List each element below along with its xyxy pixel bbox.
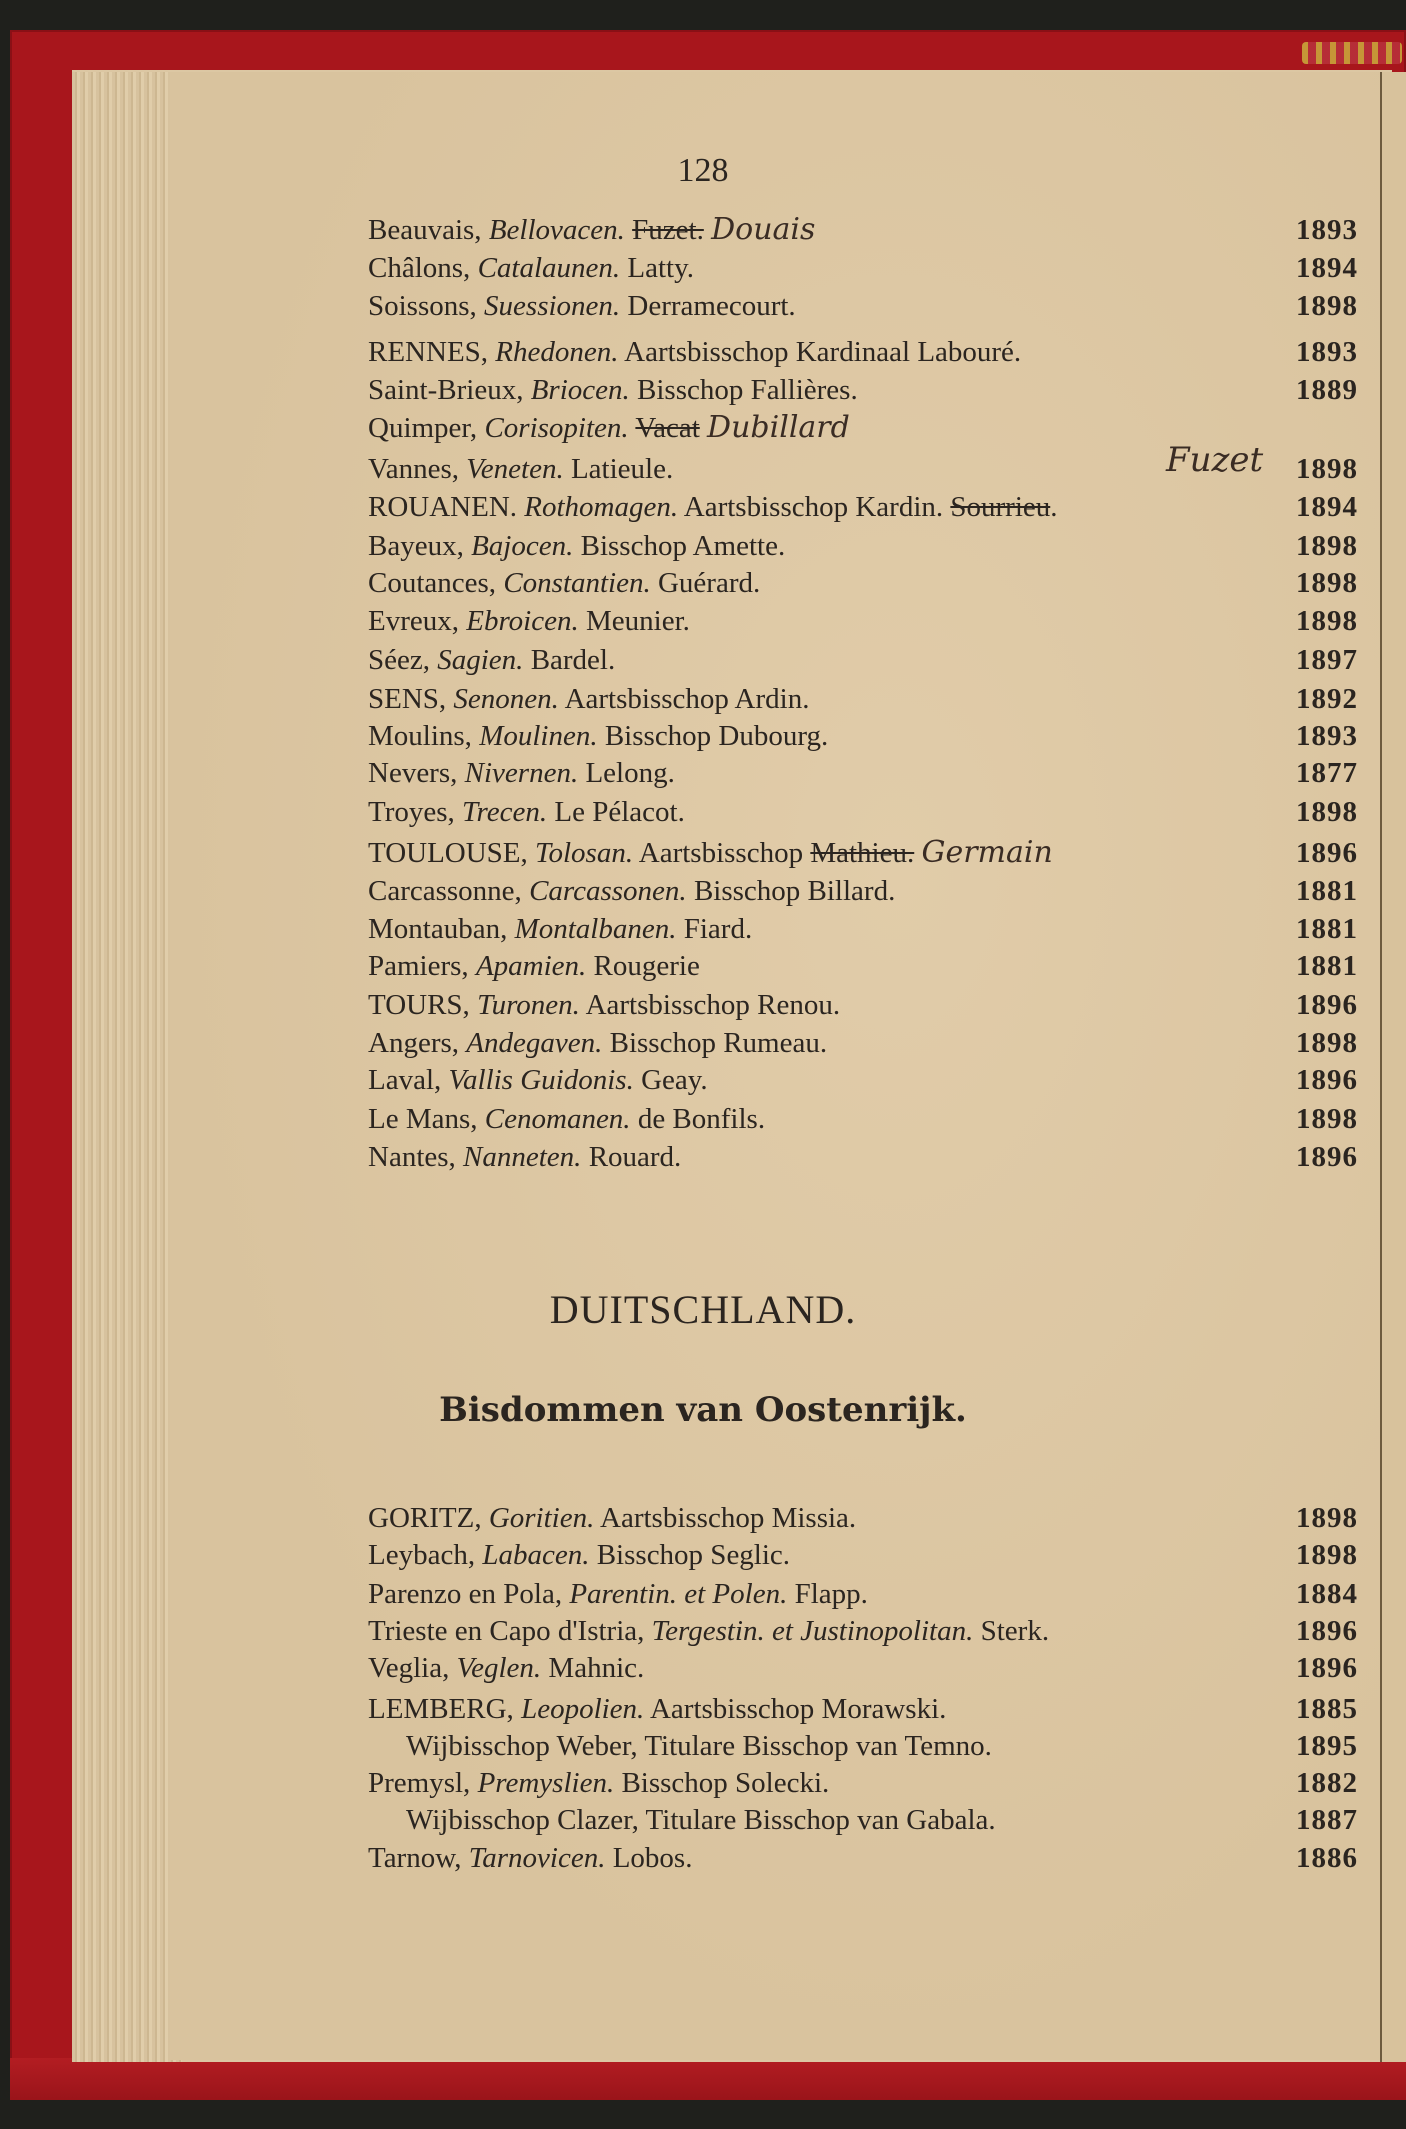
entry-year: 1895	[1296, 1730, 1358, 1762]
entry-text	[368, 1576, 868, 1612]
subsection-title: Bisdommen van Oostenrijk.	[439, 1390, 967, 1430]
diocese-name: Trieste en Capo d'Istria,	[368, 1615, 645, 1647]
latin-name: Ebroicen.	[466, 605, 579, 637]
entry-year: 1886	[1296, 1842, 1358, 1874]
bishop-name: Lelong.	[585, 757, 675, 789]
suffix: .	[1050, 491, 1058, 523]
latin-name: Tolosan.	[535, 837, 634, 869]
entry-year: 1877	[1296, 757, 1358, 789]
entry-year: 1892	[1296, 683, 1358, 715]
diocese-entry	[368, 948, 1358, 984]
bishop-name: Rouard.	[588, 1141, 682, 1173]
bishop-name: Aartsbisschop Morawski.	[649, 1693, 947, 1725]
diocese-entry	[368, 603, 1358, 639]
latin-name: Premyslien.	[477, 1767, 615, 1799]
diocese-entry	[368, 489, 1358, 525]
entry-text	[368, 1650, 644, 1686]
bishop-name: Latty.	[627, 252, 694, 284]
diocese-name: RENNES,	[368, 336, 489, 368]
diocese-entry	[368, 288, 1358, 324]
diocese-entry	[368, 565, 1358, 601]
entry-year: 1898	[1296, 530, 1358, 562]
entry-text	[368, 528, 785, 564]
diocese-name: Quimper,	[368, 412, 478, 444]
bishop-name: Geay.	[641, 1064, 708, 1096]
entry-text	[368, 987, 840, 1023]
latin-name: Leopolien.	[521, 1693, 645, 1725]
latin-name: Andegaven.	[466, 1027, 603, 1059]
bishop-name: Mahnic.	[548, 1652, 645, 1684]
entry-text	[368, 794, 685, 830]
diocese-entry	[368, 334, 1358, 370]
entry-text	[368, 948, 700, 984]
entry-text	[368, 642, 615, 678]
bishop-name: Fiard.	[683, 913, 753, 945]
latin-name: Cenomanen.	[484, 1103, 631, 1135]
margin-handwritten-note: Fuzet	[1166, 440, 1264, 480]
latin-name: Montalbanen.	[514, 913, 677, 945]
entry-text	[368, 451, 673, 487]
diocese-name: Montauban,	[368, 913, 508, 945]
diocese-name: GORITZ,	[368, 1502, 482, 1534]
entry-year: 1898	[1296, 796, 1358, 828]
entry-year: 1898	[1296, 1539, 1358, 1571]
entry-year: 1898	[1296, 605, 1358, 637]
diocese-name: Le Mans,	[368, 1103, 478, 1135]
entry-year: 1889	[1296, 374, 1358, 406]
entry-text	[368, 911, 752, 947]
entry-text	[368, 1139, 681, 1175]
entry-text	[368, 1101, 765, 1137]
entry-text	[368, 1025, 827, 1061]
latin-name: Tarnovicen.	[468, 1842, 606, 1874]
entry-text	[368, 565, 760, 601]
diocese-entry	[368, 212, 1358, 248]
diocese-entry	[368, 873, 1358, 909]
diocese-name: Coutances,	[368, 567, 497, 599]
diocese-name: Wijbisschop Clazer, Titulare Bisschop van Gabala.	[406, 1804, 996, 1836]
latin-name: Bajocen.	[471, 530, 574, 562]
latin-name: Senonen.	[453, 683, 559, 715]
entry-year: 1882	[1296, 1767, 1358, 1799]
bishop-name: Latieule.	[570, 453, 674, 485]
handwritten-correction: Douais	[711, 212, 816, 247]
diocese-name: Nevers,	[368, 757, 458, 789]
bishop-name: Meunier.	[585, 605, 690, 637]
diocese-name: Veglia,	[368, 1652, 450, 1684]
latin-name: Carcassonen.	[529, 875, 687, 907]
entry-text	[368, 489, 1058, 525]
diocese-entry	[368, 794, 1358, 830]
entry-text	[368, 1765, 829, 1801]
diocese-name: Angers,	[368, 1027, 460, 1059]
diocese-entry	[368, 528, 1358, 564]
entry-text	[368, 334, 1021, 370]
bishop-name: Aartsbisschop Missia.	[600, 1502, 857, 1534]
latin-name: Veneten.	[466, 453, 564, 485]
diocese-name: Tarnow,	[368, 1842, 462, 1874]
entry-year: 1894	[1296, 491, 1358, 523]
diocese-entry	[368, 681, 1358, 717]
diocese-name: ROUANEN.	[368, 491, 518, 523]
entry-year: 1898	[1296, 290, 1358, 322]
entry-year: 1881	[1296, 950, 1358, 982]
entry-text	[368, 372, 858, 408]
bishop-name: Aartsbisschop Kardin.	[683, 491, 944, 523]
latin-name: Suessionen.	[484, 290, 621, 322]
diocese-name: Moulins,	[368, 720, 472, 752]
diocese-entry	[368, 1101, 1358, 1137]
latin-name: Rothomagen.	[524, 491, 679, 523]
entry-text	[368, 1613, 1049, 1649]
diocese-entry	[406, 1728, 1358, 1764]
page-number: 128	[677, 152, 729, 189]
latin-name: Nivernen.	[464, 757, 579, 789]
entry-year: 1887	[1296, 1804, 1358, 1836]
diocese-entry	[368, 1062, 1358, 1098]
handwritten-correction: Germain	[921, 835, 1053, 870]
entry-text	[406, 1728, 992, 1764]
entry-text	[368, 1840, 692, 1876]
diocese-name: Carcassonne,	[368, 875, 522, 907]
diocese-name: Vannes,	[368, 453, 460, 485]
diocese-entry	[368, 1025, 1358, 1061]
entry-year: 1893	[1296, 336, 1358, 368]
diocese-entry	[368, 1613, 1358, 1649]
entry-text	[368, 873, 895, 909]
entry-year: 1893	[1296, 720, 1358, 752]
section-title: DUITSCHLAND.	[549, 1287, 857, 1332]
latin-name: Veglen.	[456, 1652, 542, 1684]
diocese-name: SENS,	[368, 683, 447, 715]
diocese-entry	[368, 1537, 1358, 1573]
diocese-entry	[368, 1139, 1358, 1175]
latin-name: Vallis Guidonis.	[448, 1064, 634, 1096]
diocese-entry	[368, 755, 1358, 791]
bishop-name: Guérard.	[657, 567, 761, 599]
entry-text	[368, 212, 815, 248]
latin-name: Tergestin. et Justinopolitan.	[651, 1615, 974, 1647]
entry-year: 1898	[1296, 567, 1358, 599]
entry-year: 1881	[1296, 875, 1358, 907]
diocese-name: TOULOUSE,	[368, 837, 528, 869]
entry-year: 1881	[1296, 913, 1358, 945]
diocese-name: Premysl,	[368, 1767, 471, 1799]
bishop-name: Bisschop Amette.	[580, 530, 786, 562]
entry-year: 1898	[1296, 1103, 1358, 1135]
diocese-entry	[368, 1500, 1358, 1536]
bishop-name: Sterk.	[980, 1615, 1050, 1647]
diocese-name: Leybach,	[368, 1539, 476, 1571]
entry-text	[406, 1802, 996, 1838]
bishop-name: de Bonfils.	[637, 1103, 766, 1135]
bishop-name: Aartsbisschop Renou.	[585, 989, 841, 1021]
entry-year: 1897	[1296, 644, 1358, 676]
diocese-entry	[368, 250, 1358, 286]
entry-year: 1896	[1296, 1064, 1358, 1096]
diocese-name: Parenzo en Pola,	[368, 1578, 563, 1610]
diocese-name: Beauvais,	[368, 214, 482, 246]
entry-year: 1896	[1296, 1652, 1358, 1684]
latin-name: Parentin. et Polen.	[569, 1578, 788, 1610]
latin-name: Sagien.	[437, 644, 524, 676]
diocese-name: Troyes,	[368, 796, 455, 828]
entry-text	[368, 681, 809, 717]
bishop-name: Derramecourt.	[627, 290, 796, 322]
entry-text	[368, 1691, 946, 1727]
entry-text	[368, 718, 828, 754]
diocese-entry	[368, 987, 1358, 1023]
diocese-entry	[368, 642, 1358, 678]
entry-year: 1898	[1296, 1502, 1358, 1534]
diocese-entry	[368, 835, 1358, 871]
struck-name: Sourrieu	[950, 491, 1051, 523]
entry-year: 1885	[1296, 1693, 1358, 1725]
bishop-name: Rougerie	[593, 950, 700, 982]
diocese-name: Laval,	[368, 1064, 442, 1096]
bishop-name: Bisschop Dubourg.	[604, 720, 829, 752]
diocese-name: Wijbisschop Weber, Titulare Bisschop van Temno.	[406, 1730, 992, 1762]
latin-name: Trecen.	[462, 796, 548, 828]
entry-text	[368, 835, 1053, 871]
diocese-name: Soissons,	[368, 290, 477, 322]
bishop-name: Bisschop Solecki.	[621, 1767, 830, 1799]
diocese-name: Saint-Brieux,	[368, 374, 524, 406]
latin-name: Moulinen.	[479, 720, 598, 752]
bishop-name: Aartsbisschop Ardin.	[564, 683, 810, 715]
bishop-name: Aartsbisschop	[638, 837, 804, 869]
struck-name: Fuzet.	[632, 214, 704, 246]
diocese-entry	[368, 718, 1358, 754]
diocese-entry	[368, 1576, 1358, 1612]
entry-year: 1896	[1296, 989, 1358, 1021]
bishop-name: Bisschop Rumeau.	[609, 1027, 828, 1059]
latin-name: Turonen.	[477, 989, 580, 1021]
latin-name: Nanneten.	[463, 1141, 582, 1173]
entry-text	[368, 1537, 790, 1573]
entry-year: 1894	[1296, 252, 1358, 284]
entry-text	[368, 755, 675, 791]
diocese-name: Séez,	[368, 644, 430, 676]
latin-name: Corisopiten.	[484, 412, 629, 444]
entry-text	[368, 250, 694, 286]
latin-name: Rhedonen.	[495, 336, 619, 368]
diocese-entry	[368, 372, 1358, 408]
bishop-name: Bisschop Seglic.	[596, 1539, 791, 1571]
diocese-entry	[368, 1691, 1358, 1727]
latin-name: Apamien.	[475, 950, 587, 982]
entry-text	[368, 1062, 708, 1098]
entry-year: 1896	[1296, 837, 1358, 869]
diocese-name: Evreux,	[368, 605, 459, 637]
diocese-name: Pamiers,	[368, 950, 469, 982]
diocese-name: LEMBERG,	[368, 1693, 514, 1725]
bishop-name: Bisschop Fallières.	[637, 374, 858, 406]
latin-name: Catalaunen.	[477, 252, 621, 284]
struck-name: Mathieu.	[810, 837, 915, 869]
diocese-name: Châlons,	[368, 252, 471, 284]
diocese-entry	[368, 911, 1358, 947]
diocese-entry	[368, 1650, 1358, 1686]
struck-name: Vacat	[635, 412, 700, 444]
entry-year: 1884	[1296, 1578, 1358, 1610]
latin-name: Goritien.	[488, 1502, 595, 1534]
latin-name: Briocen.	[530, 374, 630, 406]
entry-text	[368, 1500, 856, 1536]
entry-year: 1896	[1296, 1615, 1358, 1647]
latin-name: Constantien.	[503, 567, 651, 599]
diocese-entry	[406, 1802, 1358, 1838]
bishop-name: Bardel.	[530, 644, 616, 676]
diocese-name: Nantes,	[368, 1141, 456, 1173]
entry-text	[368, 603, 690, 639]
entry-text	[368, 288, 796, 324]
entry-year: 1896	[1296, 1141, 1358, 1173]
bishop-name: Bisschop Billard.	[693, 875, 896, 907]
latin-name: Bellovacen.	[488, 214, 625, 246]
entry-year: 1893	[1296, 214, 1358, 246]
bishop-name: Lobos.	[612, 1842, 693, 1874]
diocese-name: Bayeux,	[368, 530, 464, 562]
bishop-name: Flapp.	[794, 1578, 868, 1610]
bishop-name: Le Pélacot.	[554, 796, 685, 828]
bishop-name: Aartsbisschop Kardinaal Labouré.	[624, 336, 1022, 368]
entry-year: 1898	[1296, 1027, 1358, 1059]
diocese-entry	[368, 1765, 1358, 1801]
entry-text	[368, 410, 850, 446]
entry-year: 1898	[1296, 453, 1358, 485]
diocese-entry	[368, 1840, 1358, 1876]
diocese-name: TOURS,	[368, 989, 470, 1021]
handwritten-correction: Dubillard	[707, 410, 850, 445]
latin-name: Labacen.	[482, 1539, 590, 1571]
